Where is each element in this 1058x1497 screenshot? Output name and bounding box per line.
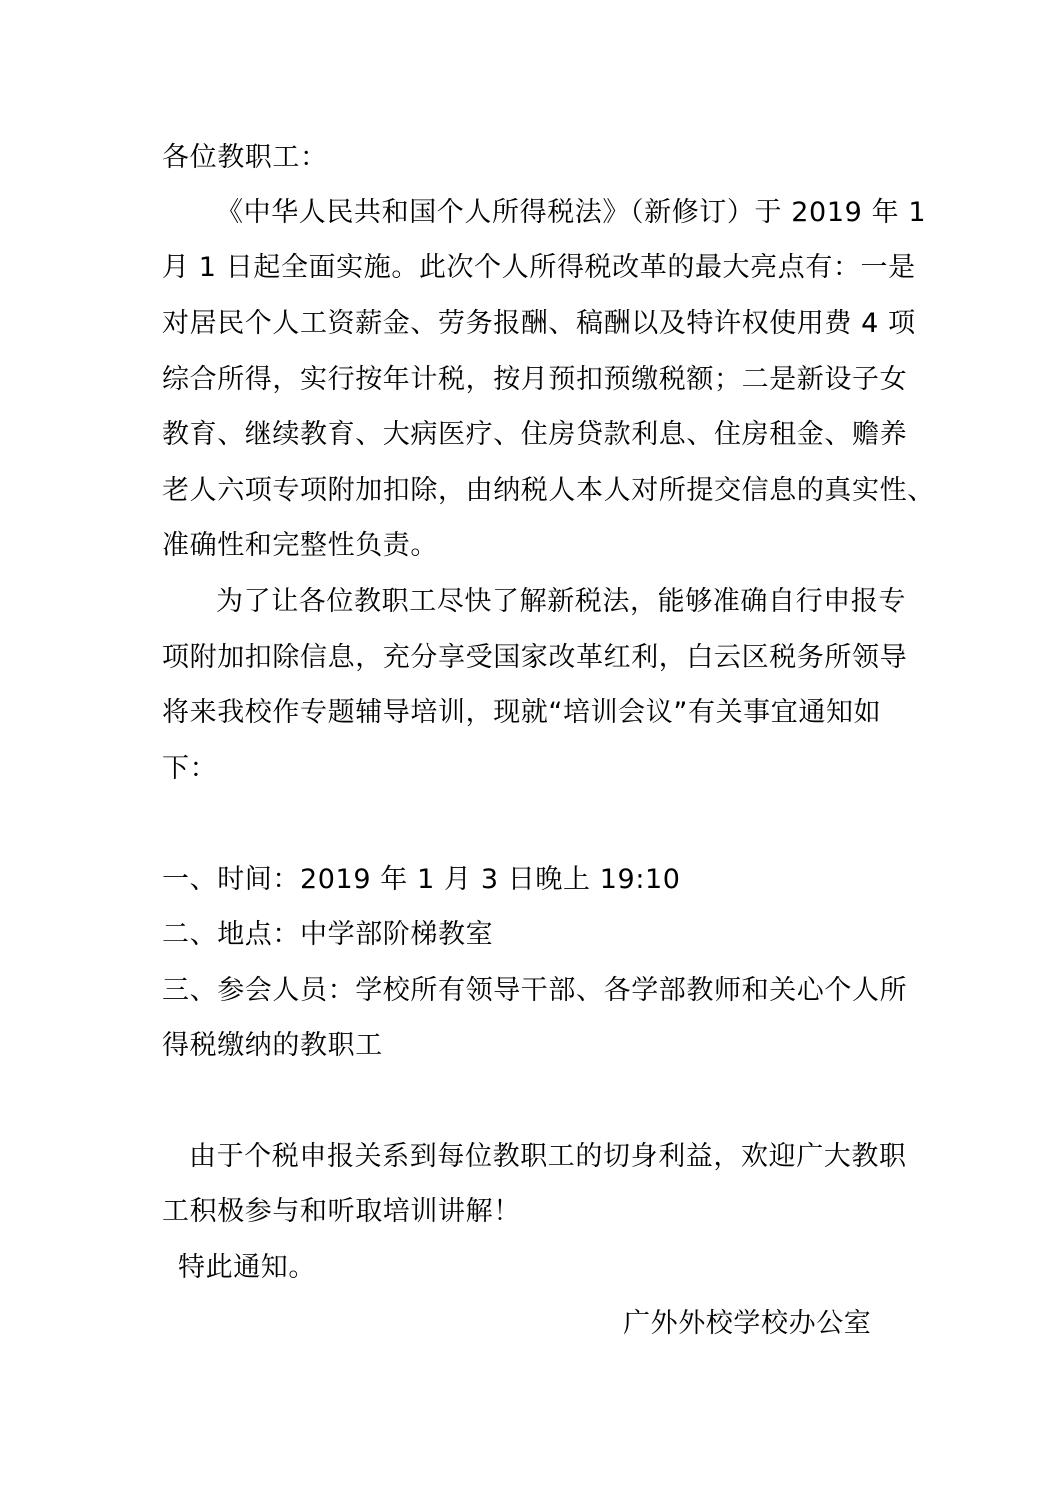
paragraph-2-line-4: 下： (162, 753, 218, 784)
item-location: 二、地点：中学部阶梯教室 (162, 919, 494, 950)
paragraph-1-line-5: 教育、继续教育、大病医疗、住房贷款利息、住房租金、赡养 (162, 419, 908, 450)
paragraph-1-line-3: 对居民个人工资薪金、劳务报酬、稿酬以及特许权使用费 4 项 (162, 308, 916, 339)
closing-line-2: 工积极参与和听取培训讲解！ (162, 1196, 521, 1227)
item-attendees-line-2: 得税缴纳的教职工 (162, 1030, 383, 1061)
paragraph-1-line-1: 《中华人民共和国个人所得税法》（新修订）于 2019 年 1 (216, 197, 927, 228)
paragraph-1-line-6: 老人六项专项附加扣除，由纳税人本人对所提交信息的真实性、 (162, 475, 935, 506)
paragraph-2-line-1: 为了让各位教职工尽快了解新税法，能够准确自行申报专 (216, 586, 906, 617)
paragraph-1-line-2: 月 1 日起全面实施。此次个人所得税改革的最大亮点有：一是 (162, 252, 916, 283)
closing-line-1: 由于个税申报关系到每位教职工的切身利益，欢迎广大教职 (189, 1141, 907, 1172)
closing-notice: 特此通知。 (178, 1252, 316, 1283)
item-attendees-line-1: 三、参会人员：学校所有领导干部、各学部教师和关心个人所 (162, 975, 908, 1006)
signature: 广外外校学校办公室 (623, 1308, 872, 1339)
paragraph-2-line-2: 项附加扣除信息，充分享受国家改革红利，白云区税务所领导 (162, 642, 908, 673)
paragraph-1-line-4: 综合所得，实行按年计税，按月预扣预缴税额；二是新设子女 (162, 364, 908, 395)
paragraph-2-line-3: 将来我校作专题辅导培训，现就“培训会议”有关事宜通知如 (162, 697, 882, 728)
greeting: 各位教职工： (162, 142, 328, 173)
item-time: 一、时间：2019 年 1 月 3 日晚上 19:10 (162, 864, 681, 895)
paragraph-1-line-7: 准确性和完整性负责。 (162, 530, 438, 561)
